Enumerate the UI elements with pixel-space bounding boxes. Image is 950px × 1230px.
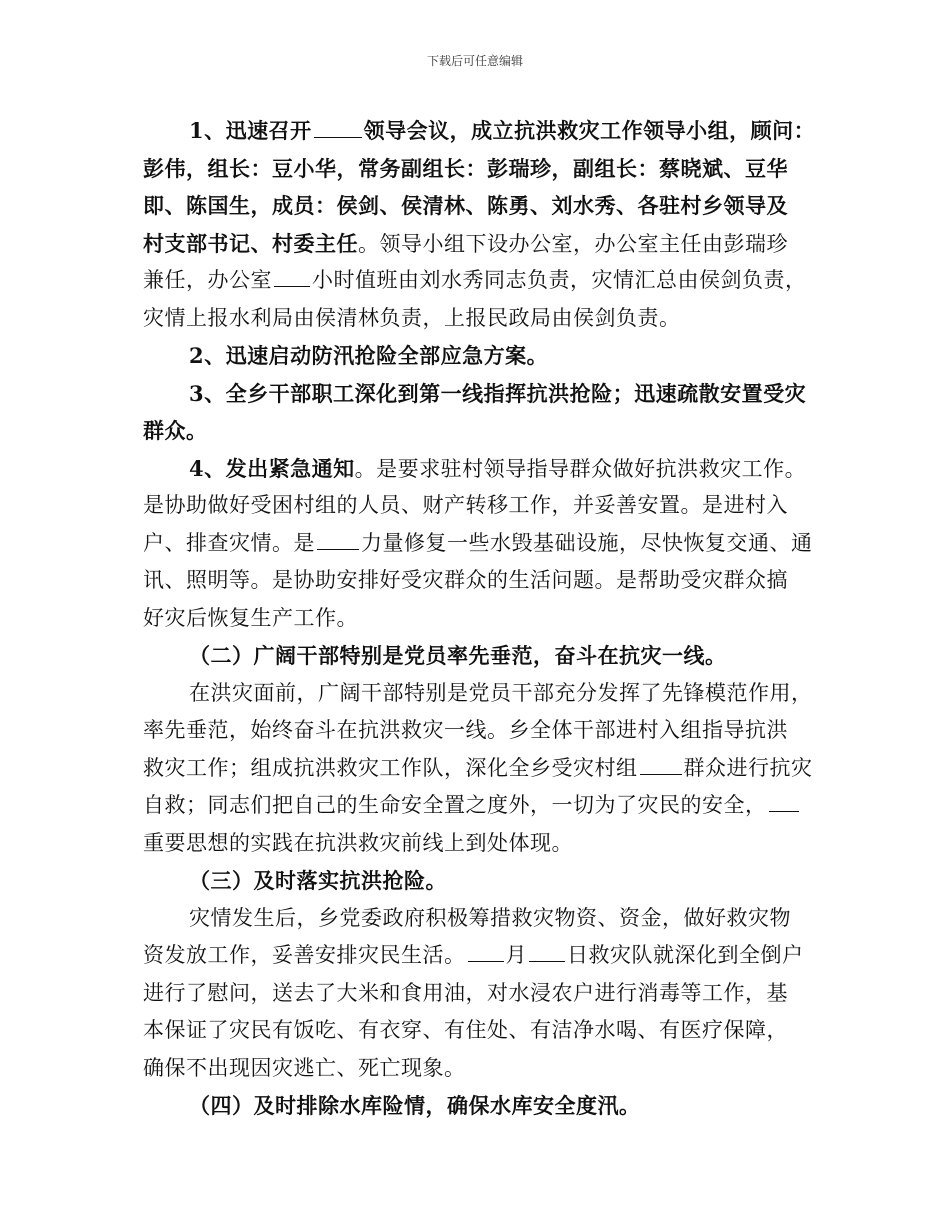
paragraph-2: 2、迅速启动防汛抢险全部应急方案。 xyxy=(189,343,549,368)
text-segment: 。是要求驻村领导指导群众做好抗洪救灾工作。 xyxy=(354,456,807,481)
paragraph-6-line-3: 进行了慰问，送去了大米和食用油，对水浸农户进行消毒等工作，基 xyxy=(143,980,788,1005)
section-heading-4: （四）及时排除水库险情，确保水库安全度汛。 xyxy=(189,1093,641,1118)
fill-blank xyxy=(468,939,504,962)
paragraph-1-line-5 xyxy=(143,262,813,300)
paragraph-4-line-3 xyxy=(143,525,813,563)
text-segment: 户、排查灾情。是 xyxy=(143,530,315,555)
text-segment: 日救灾队就深化到全倒户 xyxy=(567,943,804,967)
paragraph-3-line-1: 3、全乡干部职工深化到第一线指挥抗洪抢险；迅速疏散安置受灾 xyxy=(189,380,807,406)
text-segment: 兼任，办公室 xyxy=(143,268,272,292)
paragraph-4-line-4: 讯、照明等。是协助安排好受灾群众的生活问题。是帮助受灾群众搞 xyxy=(143,568,788,592)
section-heading-2: （二）广阔干部特别是党员率先垂范，奋斗在抗灾一线。 xyxy=(189,643,727,668)
text-segment: 救灾工作；组成抗洪救灾工作队，深化全乡受灾村组 xyxy=(143,755,638,780)
text-segment: 。领导小组下设办公室，办公室主任由彭瑞珍 xyxy=(358,231,788,256)
text-segment: 村支部书记、村委主任 xyxy=(143,230,358,256)
section-heading-3: （三）及时落实抗洪抢险。 xyxy=(189,868,447,893)
page-header: 下载后可任意编辑 xyxy=(426,54,523,68)
text-segment: 群众进行抗灾 xyxy=(683,755,813,780)
text-segment: 小时值班由刘水秀同志负责，灾情汇总由侯剑负责， xyxy=(312,268,807,292)
fill-blank xyxy=(314,115,362,138)
paragraph-4-line-2: 是协助做好受困村组的人员、财产转移工作，并妥善安置。是进村入 xyxy=(143,493,788,517)
text-segment: 力量修复一些水毁基础设施，尽快恢复交通、通 xyxy=(361,530,813,555)
text-segment: 1、迅速召开 xyxy=(189,118,312,143)
fill-blank xyxy=(274,264,310,287)
fill-blank xyxy=(529,939,565,962)
paragraph-1-line-1 xyxy=(143,112,816,150)
paragraph-1-line-3: 即、陈国生，成员：侯剑、侯清林、陈勇、刘水秀、各驻村乡领导及 xyxy=(143,193,788,218)
text-segment: 领导会议，成立抗洪救灾工作领导小组，顾问： xyxy=(363,118,816,143)
paragraph-6-line-1: 灾情发生后，乡党委政府积极筹措救灾物资、资金，做好救灾物 xyxy=(189,905,791,930)
paragraph-5-line-4 xyxy=(143,787,813,825)
document-body xyxy=(143,112,816,1125)
fill-blank xyxy=(769,789,799,812)
paragraph-1-line-4 xyxy=(143,225,813,263)
fill-blank xyxy=(640,752,682,775)
paragraph-4-line-5: 好灾后恢复生产工作。 xyxy=(143,605,358,630)
paragraph-1-line-2: 彭伟，组长：豆小华，常务副组长：彭瑞珍，副组长：蔡晓斌、豆华 xyxy=(143,155,788,181)
paragraph-5-line-5: 重要思想的实践在抗洪救灾前线上到处体现。 xyxy=(143,830,573,855)
paragraph-3-line-2: 群众。 xyxy=(143,418,208,443)
paragraph-5-line-3 xyxy=(143,750,813,788)
text-segment: 4、发出紧急通知 xyxy=(189,455,355,481)
text-segment: 自救；同志们把自己的生命安全置之度外，一切为了灾民的安全， xyxy=(143,793,767,817)
paragraph-5-line-2: 率先垂范，始终奋斗在抗洪救灾一线。乡全体干部进村入组指导抗洪 xyxy=(143,718,788,742)
paragraph-1-line-6: 灾情上报水利局由侯清林负责，上报民政局由侯剑负责。 xyxy=(143,305,681,330)
paragraph-6-line-5: 确保不出现因灾逃亡、死亡现象。 xyxy=(143,1055,466,1080)
text-segment: 资发放工作，妥善安排灾民生活。 xyxy=(143,943,466,967)
paragraph-5-line-1: 在洪灾面前，广阔干部特别是党员干部充分发挥了先锋模范作用， xyxy=(189,680,813,705)
paragraph-6-line-2 xyxy=(143,937,813,975)
paragraph-6-line-4: 本保证了灾民有饭吃、有衣穿、有住处、有洁净水喝、有医疗保障， xyxy=(143,1018,788,1042)
paragraph-4-line-1 xyxy=(143,450,813,488)
text-segment: 月 xyxy=(505,943,527,967)
fill-blank xyxy=(317,527,359,550)
